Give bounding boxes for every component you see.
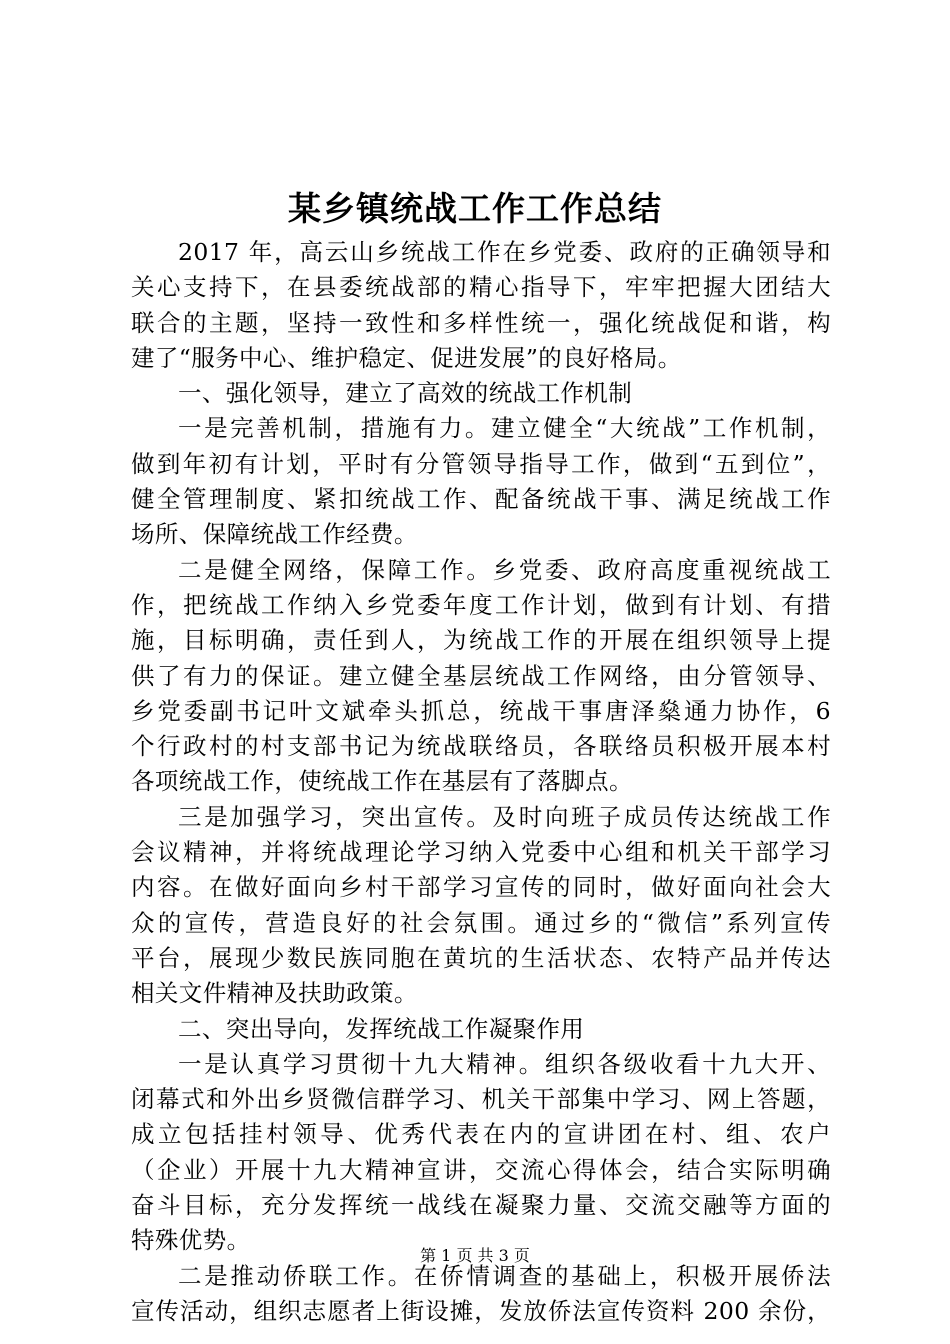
- page-number-footer: 第 1 页 共 3 页: [420, 1246, 530, 1265]
- text-line: 场所、保障统战工作经费。: [131, 520, 418, 549]
- text-line: 乡党委副书记叶文斌牵头抓总，统战干事唐泽燊通力协作，6: [131, 696, 831, 725]
- text-line: 一是完善机制，措施有力。建立健全“大统战”工作机制，: [178, 414, 831, 443]
- text-line: 做到年初有计划，平时有分管领导指导工作，做到“五到位”，: [131, 449, 831, 478]
- text-line: 闭幕式和外出乡贤微信群学习、机关干部集中学习、网上答题，: [131, 1085, 831, 1114]
- text-line: 特殊优势。: [131, 1226, 251, 1255]
- document-body: [131, 235, 831, 1329]
- text-line: 一是认真学习贯彻十九大精神。组织各级收看十九大开、: [178, 1049, 831, 1078]
- text-line: 个行政村的村支部书记为统战联络员，各联络员积极开展本村: [131, 732, 831, 761]
- text-line: 二是健全网络，保障工作。乡党委、政府高度重视统战工: [178, 555, 831, 584]
- text-line: 各项统战工作，使统战工作在基层有了落脚点。: [131, 767, 633, 796]
- text-line: 成立包括挂村领导、优秀代表在内的宣讲团在村、组、农户: [131, 1120, 831, 1149]
- text-line: 建了“服务中心、维护稳定、促进发展”的良好格局。: [131, 343, 682, 372]
- text-line: 相关文件精神及扶助政策。: [131, 979, 418, 1008]
- section-heading: 一、强化领导，建立了高效的统战工作机制: [178, 379, 633, 408]
- text-line: 健全管理制度、紧扣统战工作、配备统战干事、满足统战工作: [131, 485, 831, 514]
- text-line: 宣传活动，组织志愿者上街设摊，发放侨法宣传资料 200 余份，: [131, 1296, 831, 1325]
- text-line: 2017 年，高云山乡统战工作在乡党委、政府的正确领导和: [178, 238, 831, 266]
- text-line: 内容。在做好面向乡村干部学习宣传的同时，做好面向社会大: [131, 873, 831, 902]
- text-line: 会议精神，并将统战理论学习纳入党委中心组和机关干部学习: [131, 838, 831, 867]
- text-line: 关心支持下，在县委统战部的精心指导下，牢牢把握大团结大: [131, 273, 831, 302]
- text-line: 奋斗目标，充分发挥统一战线在凝聚力量、交流交融等方面的: [131, 1191, 831, 1220]
- section-heading: 二、突出导向，发挥统战工作凝聚作用: [178, 1014, 585, 1043]
- text-line: 供了有力的保证。建立健全基层统战工作网络，由分管领导、: [131, 661, 831, 690]
- text-line: （企业）开展十九大精神宣讲，交流心得体会，结合实际明确: [131, 1155, 831, 1184]
- document-title: 某乡镇统战工作工作总结: [288, 189, 662, 228]
- text-line: 联合的主题，坚持一致性和多样性统一，强化统战促和谐，构: [131, 308, 831, 337]
- text-line: 众的宣传，营造良好的社会氛围。通过乡的“微信”系列宣传: [131, 908, 831, 937]
- text-line: 平台，展现少数民族同胞在黄坑的生活状态、农特产品并传达: [131, 943, 831, 972]
- text-line: 施，目标明确，责任到人，为统战工作的开展在组织领导上提: [131, 626, 831, 655]
- text-line: 作，把统战工作纳入乡党委年度工作计划，做到有计划、有措: [131, 590, 831, 619]
- text-line: 三是加强学习，突出宣传。及时向班子成员传达统战工作: [178, 802, 831, 831]
- text-line: 二是推动侨联工作。在侨情调查的基础上，积极开展侨法: [178, 1261, 831, 1290]
